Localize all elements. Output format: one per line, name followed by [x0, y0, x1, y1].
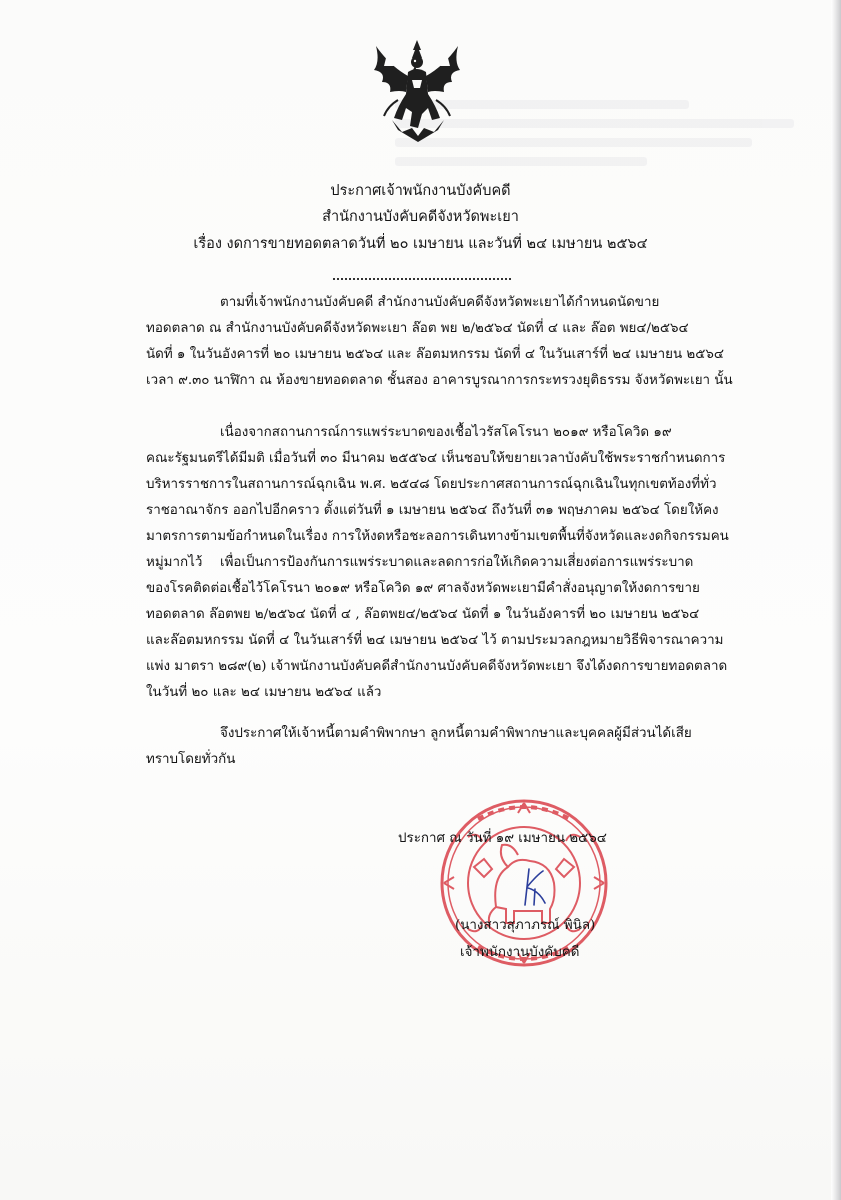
paragraph-line: ในวันที่ ๒๐ และ ๒๔ เมษายน ๒๕๖๔ แล้ว — [146, 685, 382, 700]
paragraph-line: ทราบโดยทั่วกัน — [146, 752, 236, 767]
dotted-divider — [333, 278, 511, 280]
paragraph-line: จึงประกาศให้เจ้าหนี้ตามคำพิพากษา ลูกหนี้ตามคำพิพากษาและบุคคลผู้มีส่วนได้เสีย — [220, 726, 692, 741]
garuda-emblem-icon — [368, 36, 466, 144]
paragraph-line: ตามที่เจ้าพนักงานบังคับคดี สำนักงานบังคับคดีจังหวัดพะเยาได้กำหนดนัดขาย — [220, 295, 660, 310]
paragraph-line: ของโรคติดต่อเชื้อไว้โคโรนา ๒๐๑๙ หรือโควิด ๑๙ ศาลจังหวัดพะเยามีคำสั่งอนุญาตให้งดการขาย — [146, 581, 700, 596]
subject-line: เรื่อง งดการขายทอดตลาดวันที่ ๒๐ เมษายน และวันที่ ๒๔ เมษายน ๒๕๖๔ — [193, 236, 648, 252]
announcement-title: ประกาศเจ้าพนักงานบังคับคดี — [330, 183, 511, 199]
paragraph-line: หมู่มากไว้ — [146, 555, 203, 570]
paragraph-line: เวลา ๙.๓๐ นาฬิกา ณ ห้องขายทอดตลาด ชั้นสอง อาคารบูรณาการกระทรวงยุติธรรม จังหวัดพะเยา นั้น — [146, 373, 733, 388]
paragraph-1 — [146, 290, 746, 394]
signer-name: (นางสาวสุภาภรณ์ พินิล) — [455, 918, 596, 933]
paragraph-line: แพ่ง มาตรา ๒๘๙(๒) เจ้าพนักงานบังคับคดีสำนักงานบังคับคดีจังหวัดพะเยา จึงได้งดการขายทอดตลาด — [146, 659, 728, 674]
paragraph-line: และล๊อตมหกรรม นัดที่ ๔ ในวันเสาร์ที่ ๒๔ เมษายน ๒๕๖๔ ไว้ ตามประมวลกฎหมายวิธีพิจารณาความ — [146, 633, 724, 648]
paragraph-line: คณะรัฐมนตรีได้มีมติ เมื่อวันที่ ๓๐ มีนาคม ๒๕๕๖๔ เห็นชอบให้ขยายเวลาบังคับใช้พระราชกำหนดการ — [146, 451, 726, 466]
declaration-date: ประกาศ ณ วันที่ ๑๙ เมษายน ๒๕๖๔ — [398, 831, 607, 846]
paragraph-line: นัดที่ ๑ ในวันอังคารที่ ๒๐ เมษายน ๒๕๖๔ และ ล๊อตมหกรรม นัดที่ ๔ ในวันเสาร์ที่ ๒๔ เมษายน ๒๕๖๔ — [146, 347, 725, 362]
paragraph-3 — [146, 550, 746, 706]
paragraph-4 — [146, 721, 746, 773]
signer-title: เจ้าพนักงานบังคับคดี — [460, 945, 580, 960]
paragraph-line: บริหารราชการในสถานการณ์ฉุกเฉิน พ.ศ. ๒๕๔๘ โดยประกาศสถานการณ์ฉุกเฉินในทุกเขตท้องที่ทั่ว — [146, 477, 717, 492]
paragraph-line: ราชอาณาจักร ออกไปอีกคราว ตั้งแต่วันที่ ๑ เมษายน ๒๕๖๔ ถึงวันที่ ๓๑ พฤษภาคม ๒๕๖๔ โดยให้คง — [146, 503, 719, 518]
page-edge-shadow — [831, 0, 841, 1200]
handwritten-signature — [515, 865, 555, 909]
paragraph-line: ทอดตลาด ณ สำนักงานบังคับคดีจังหวัดพะเยา ล๊อต พย ๒/๒๕๖๔ นัดที่ ๔ และ ล๊อต พย๔/๒๕๖๔ — [146, 321, 689, 336]
paragraph-line: มาตรการตามข้อกำหนดในเรื่อง การให้งดหรือชะลอการเดินทางข้ามเขตพื้นที่จังหวัดและงดกิจกรรมคน — [146, 529, 729, 544]
paragraph-line: ทอดตลาด ล๊อตพย ๒/๒๕๖๔ นัดที่ ๔ , ล๊อตพย๔/๒๕๖๔ นัดที่ ๑ ในวันอังคารที่ ๒๐ เมษายน ๒๕๖๔ — [146, 607, 700, 622]
paragraph-line: เนื่องจากสถานการณ์การแพร่ระบาดของเชื้อไวรัสโคโรนา ๒๐๑๙ หรือโควิด ๑๙ — [220, 425, 672, 440]
office-name: สำนักงานบังคับคดีจังหวัดพะเยา — [322, 209, 519, 225]
paragraph-line: เพื่อเป็นการป้องกันการแพร่ระบาดและลดการก่อให้เกิดความเสี่ยงต่อการแพร่ระบาด — [220, 555, 694, 570]
